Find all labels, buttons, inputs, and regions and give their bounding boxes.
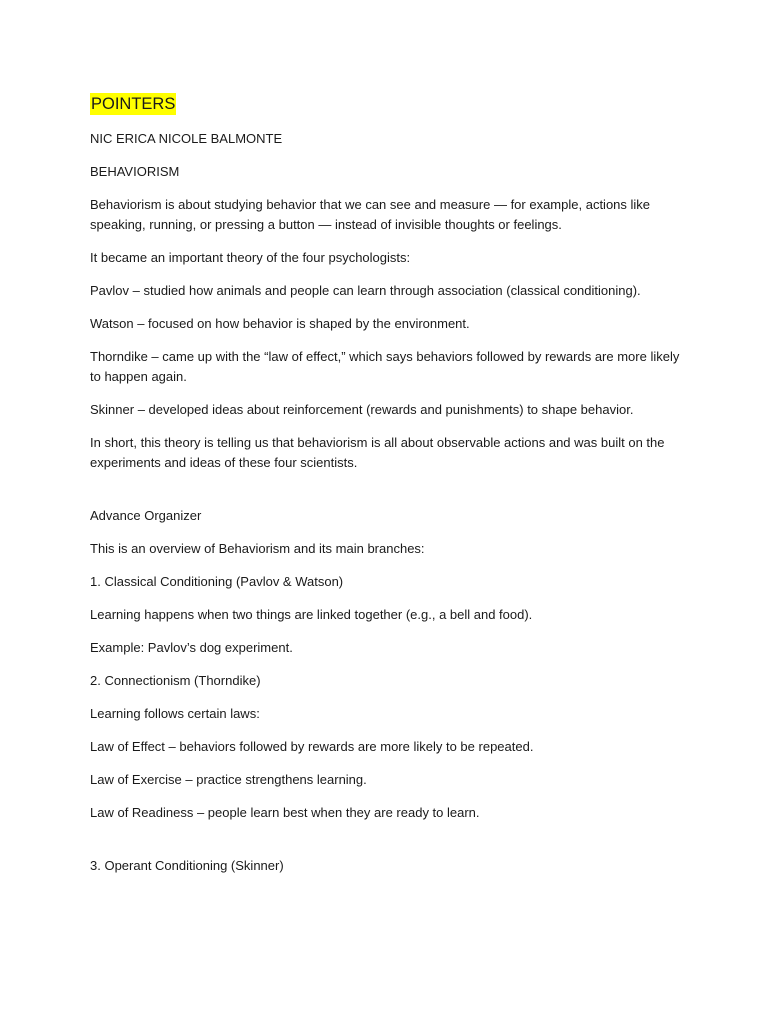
spacer [90,836,685,856]
behaviorism-intro-paragraph: Behaviorism is about studying behavior that we can see and measure — for example, actions like speaking, running, or pressing a button — instead of invisible thoughts or feelings. [90,197,651,232]
section-heading-behaviorism: BEHAVIORISM [90,164,180,179]
branch-1-example: Example: Pavlov’s dog experiment. [90,640,293,655]
law-of-effect-paragraph: Law of Effect – behaviors followed by rewards are more likely to be repeated. [90,739,534,754]
document-title: POINTERS [91,95,176,113]
spacer [90,486,685,506]
branch-2-title: 2. Connectionism (Thorndike) [90,673,261,688]
pavlov-paragraph: Pavlov – studied how animals and people can learn through association (classical conditioning). [90,283,641,298]
branch-2-description: Learning follows certain laws: [90,706,260,721]
document-body [90,93,685,889]
law-of-exercise-paragraph: Law of Exercise – practice strengthens learning. [90,772,367,787]
skinner-paragraph: Skinner – developed ideas about reinforcement (rewards and punishments) to shape behavior. [90,402,634,417]
branch-3-title: 3. Operant Conditioning (Skinner) [90,858,284,873]
branch-1-title: 1. Classical Conditioning (Pavlov & Watson) [90,574,344,589]
summary-paragraph: In short, this theory is telling us that behaviorism is all about observable actions and was built on the experiments and ideas of these four scientists. [90,435,665,470]
law-of-readiness-paragraph: Law of Readiness – people learn best when they are ready to learn. [90,805,480,820]
psychologists-lead-paragraph: It became an important theory of the four psychologists: [90,250,411,265]
branch-1-description: Learning happens when two things are linked together (e.g., a bell and food). [90,607,533,622]
thorndike-paragraph: Thorndike – came up with the “law of effect,” which says behaviors followed by rewards are more likely to happen again. [90,349,680,384]
author-name: NIC ERICA NICOLE BALMONTE [90,131,283,146]
title-block [90,93,685,117]
watson-paragraph: Watson – focused on how behavior is shaped by the environment. [90,316,470,331]
section-heading-advance-organizer: Advance Organizer [90,508,202,523]
overview-paragraph: This is an overview of Behaviorism and its main branches: [90,541,425,556]
